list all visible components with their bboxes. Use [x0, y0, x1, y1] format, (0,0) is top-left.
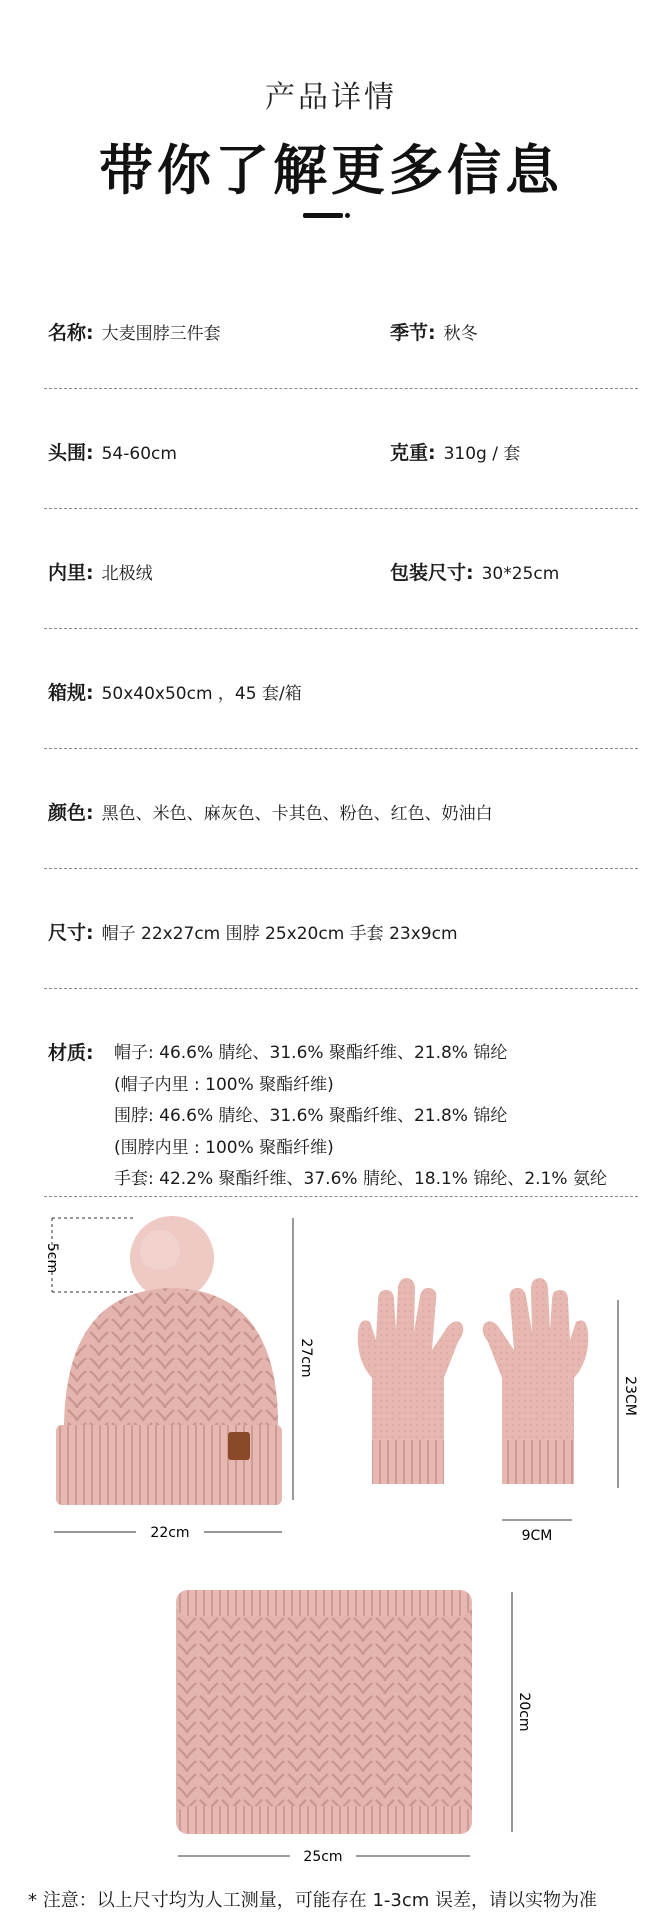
glove-width-label: 9CM [521, 1528, 553, 1544]
pom-dimension-line [52, 1218, 134, 1292]
spec-value-name: 大麦围脖三件套 [101, 324, 221, 344]
spec-row-weight [390, 438, 630, 465]
spec-value-season: 秋冬 [443, 324, 478, 344]
spec-label-head: 头围: [48, 442, 94, 464]
pom-dim-label: 5cm [44, 1242, 60, 1274]
material-line: (围脖内里 : 100% 聚酯纤维) [114, 1138, 334, 1158]
scarf-height-label: 20cm [516, 1692, 532, 1732]
disclaimer-note: * 注意：以上尺寸均为人工测量，可能存在 1-3cm 误差，请以实物为准 [28, 1890, 597, 1911]
spec-value-carton: 50x40x50cm ，45 套/箱 [101, 684, 302, 704]
spec-label-package: 包装尺寸: [390, 562, 474, 584]
divider [44, 988, 638, 989]
divider [44, 868, 638, 869]
spec-value-weight: 310g / 套 [443, 444, 521, 464]
spec-row-size [48, 918, 638, 945]
divider [44, 388, 638, 389]
product-illustration [0, 1200, 662, 1880]
scarf-width-label: 25cm [303, 1849, 343, 1865]
glove-height-label: 23CM [622, 1376, 638, 1416]
left-glove [358, 1278, 464, 1484]
spec-value-head: 54-60cm [101, 444, 177, 464]
spec-row-package [390, 558, 650, 585]
hat-width-label: 22cm [150, 1525, 190, 1541]
section-title: 带你了解更多信息 [99, 138, 563, 202]
divider [44, 508, 638, 509]
spec-label-size: 尺寸: [48, 922, 94, 944]
divider [44, 1196, 638, 1197]
spec-row-carton [48, 678, 638, 705]
spec-label-lining: 内里: [48, 562, 94, 584]
spec-label-colors: 颜色: [48, 802, 94, 824]
material-line: 手套: 42.2% 聚酯纤维、37.6% 腈纶、18.1% 锦纶、2.1% 氨纶 [114, 1169, 607, 1189]
spec-row-season [390, 318, 630, 345]
section-subtitle: 产品详情 [265, 80, 397, 115]
hat-body [64, 1288, 278, 1430]
title-underline [303, 213, 343, 218]
divider [44, 748, 638, 749]
spec-label-name: 名称: [48, 322, 94, 344]
material-line: 围脖: 46.6% 腈纶、31.6% 聚酯纤维、21.8% 锦纶 [114, 1106, 508, 1126]
gloves-image [358, 1278, 588, 1484]
spec-label-weight: 克重: [390, 442, 436, 464]
scarf-image [176, 1590, 472, 1834]
spec-value-package: 30*25cm [481, 564, 560, 584]
spec-row-colors [48, 798, 638, 825]
spec-label-carton: 箱规: [48, 682, 94, 704]
spec-value-lining: 北极绒 [101, 564, 153, 584]
spec-value-size: 帽子 22x27cm 围脖 25x20cm 手套 23x9cm [101, 924, 458, 944]
spec-label-material: 材质: [48, 1042, 94, 1064]
material-line: 帽子: 46.6% 腈纶、31.6% 聚酯纤维、21.8% 锦纶 [114, 1043, 508, 1063]
title-underline-dot [345, 213, 350, 218]
material-line: (帽子内里 : 100% 聚酯纤维) [114, 1075, 334, 1095]
hat-height-label: 27cm [298, 1338, 314, 1378]
hat-image [56, 1216, 282, 1505]
right-glove [483, 1278, 589, 1484]
divider [44, 628, 638, 629]
leather-patch [228, 1432, 250, 1460]
spec-value-colors: 黑色、米色、麻灰色、卡其色、粉色、红色、奶油白 [101, 804, 493, 824]
spec-label-season: 季节: [390, 322, 436, 344]
